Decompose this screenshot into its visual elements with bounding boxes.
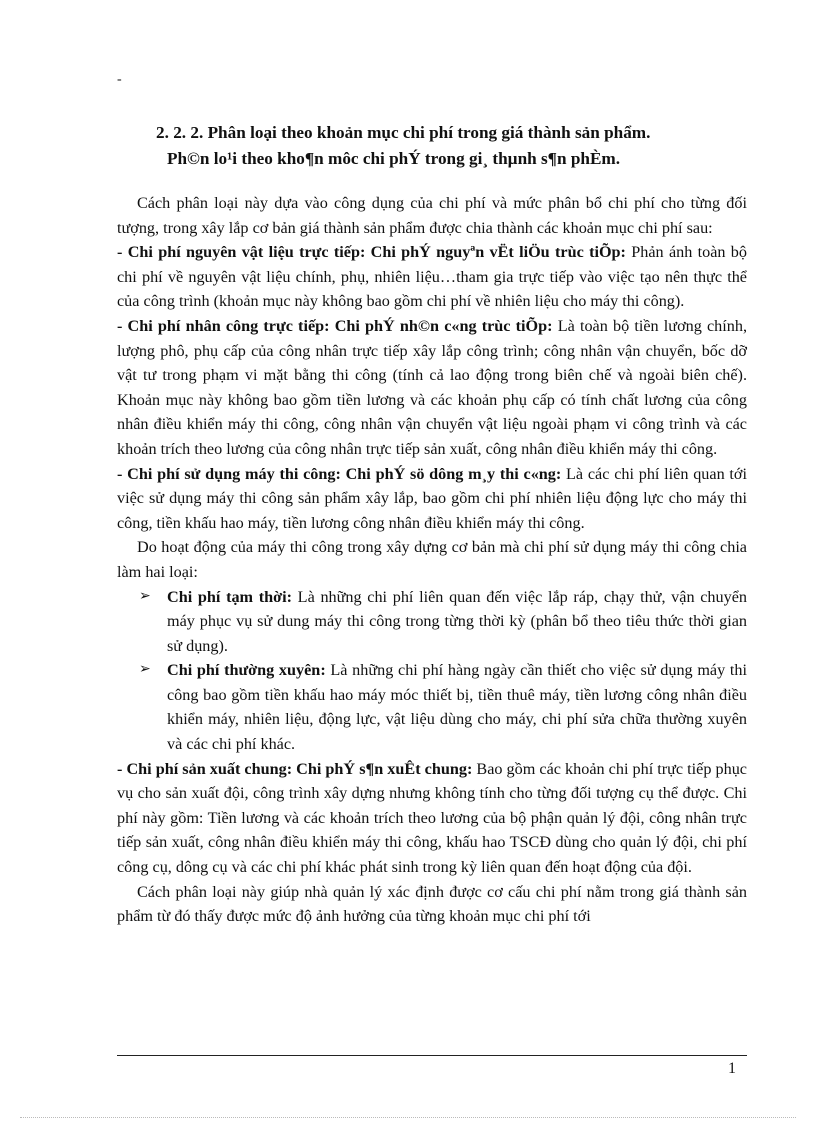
cost-item-label: - Chi phí nhân công trực tiếp: Chi phÝ nh©n c«ng trùc tiÕp: bbox=[117, 316, 553, 335]
cost-item-text: Là toàn bộ tiền lương chính, lượng phô, phụ cấp của công nhân trực tiếp xây lắp công trình; công nhân vận chuyển, bốc dỡ vật tư trong phạm vi mặt bằng thi công (tính cả lao động trong biên chế và ngoài biên chế). Khoản mục này không bao gồm tiền lương và các khoản phụ cấp có tính chất lương của công nhân điều khiển máy thi công, công nhân vận chuyển vật liệu ngoài phạm vi công trình và các khoản trích theo lương của công nhân trực tiếp sản xuất, công nhân điều khiển máy thi công. bbox=[117, 316, 747, 458]
cost-item-label: - Chi phí sản xuất chung: Chi phÝ s¶n xuÊt chung: bbox=[117, 759, 473, 778]
cost-item-labor bbox=[117, 314, 747, 462]
intro-paragraph: Cách phân loại này dựa vào công dụng của chi phí và mức phân bổ chi phí cho từng đối tượng, trong xây lắp cơ bản giá thành sản phẩm được chia thành các khoản mục chi phí sau: bbox=[117, 194, 747, 237]
cost-item-label: - Chi phí sử dụng máy thi công: Chi phÝ sö dông m¸y thi c«ng: bbox=[117, 464, 562, 483]
machine-intro-paragraph: Do hoạt động của máy thi công trong xây dựng cơ bản mà chi phí sử dụng máy thi công chia làm hai loại: bbox=[117, 538, 747, 581]
page-number: 1 bbox=[728, 1060, 736, 1077]
closing-paragraph: Cách phân loại này giúp nhà quản lý xác định được cơ cấu chi phí nằm trong giá thành sản phẩm từ đó thấy được mức độ ảnh hưởng của từng khoản mục chi phí tới bbox=[117, 882, 747, 926]
arrow-bullet-icon: ➢ bbox=[139, 588, 151, 604]
bullet-label: Chi phí thường xuyên: bbox=[167, 661, 326, 680]
body-text bbox=[117, 191, 747, 929]
cost-item-general bbox=[117, 757, 747, 880]
bullet-text: Là những chi phí hàng ngày cần thiết cho việc sử dụng máy thi công bao gồm tiền khấu hao máy móc thiết bị, tiền thuê máy, tiền lương công nhân điều khiển máy, nhiên liệu, động lực, vật liệu dùng cho máy, chi phí sửa chữa thường xuyên và các chi phí khác. bbox=[167, 661, 747, 754]
cost-item-materials bbox=[117, 240, 747, 314]
section-heading bbox=[156, 120, 756, 172]
heading-legacy-line: Ph©n lo¹i theo kho¶n môc chi phÝ trong gi¸ thµnh s¶n phÈm. bbox=[167, 149, 621, 168]
bullet-regular-cost bbox=[117, 658, 747, 756]
footer-divider bbox=[117, 1055, 747, 1056]
bullet-label: Chi phí tạm thời: bbox=[167, 587, 292, 606]
cost-item-text: Phản ánh toàn bộ chi phí về nguyên vật liệu chính, phụ, nhiên liệu…tham gia trực tiếp vào việc tạo nên thực thể của công trình (khoản mục này không bao gồm chi phí về nhiên liệu cho máy thi công). bbox=[117, 243, 747, 311]
cost-item-text: Bao gồm các khoản chi phí trực tiếp phục vụ cho sản xuất đội, công trình xây dựng nhưng không tính cho từng đối tượng cụ thể được. Chi phí này gồm: Tiền lương và các khoản trích theo lương của bộ phận quản lý đội, công nhân trực tiếp sản xuất, công nhân điều khiển máy thi công, khấu hao TSCĐ dùng cho quản lý đội, chi phí công cụ, dông cụ và các chi phí khác phát sinh trong kỳ liên quan đến hoạt động của đội. bbox=[117, 759, 747, 877]
bullet-text: Là những chi phí liên quan đến việc lắp ráp, chạy thử, vận chuyển máy phục vụ sử dung máy thi công trong từng thời kỳ (phân bổ theo tiêu thức thời gian sử dụng). bbox=[167, 587, 747, 655]
heading-line: 2. 2. 2. Phân loại theo khoản mục chi phí trong giá thành sản phẩm. bbox=[156, 123, 651, 142]
bullet-temporary-cost bbox=[117, 585, 747, 659]
cost-item-text: Là các chi phí liên quan tới việc sử dụng máy thi công sản phẩm xây lắp, bao gồm chi phí nhiên liệu động lực cho máy thi công, tiền khấu hao máy, tiền lương công nhân điều khiển máy thi công. bbox=[117, 464, 747, 532]
page-break-line bbox=[20, 1117, 796, 1118]
cost-item-machine bbox=[117, 462, 747, 536]
arrow-bullet-icon: ➢ bbox=[139, 662, 151, 678]
cost-item-label: - Chi phí nguyên vật liệu trực tiếp: Chi phÝ nguyªn vËt liÖu trùc tiÕp: bbox=[117, 243, 626, 262]
top-mark: - bbox=[117, 72, 122, 87]
